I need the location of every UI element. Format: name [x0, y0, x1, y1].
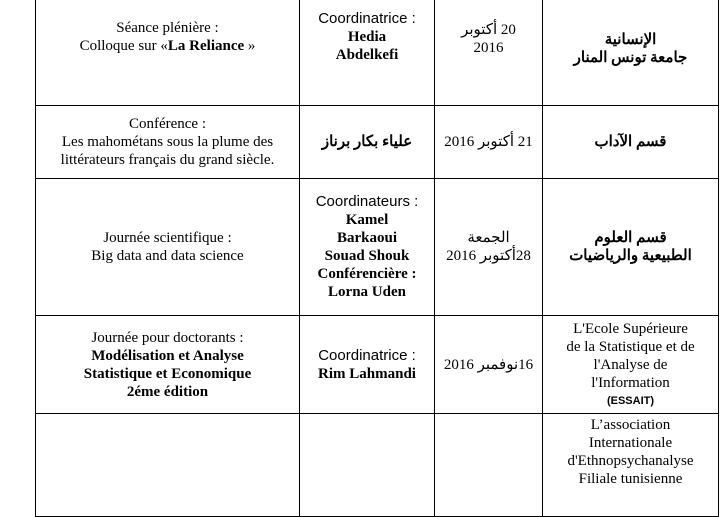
coordinator-name: Abdelkefi — [335, 47, 399, 63]
event-title-line — [39, 37, 296, 55]
institution-cell — [543, 0, 719, 106]
event-title: Statistique et Economique — [83, 365, 252, 382]
coordinator-label: Coordinatrice : — [318, 10, 416, 27]
table-row — [36, 0, 719, 106]
event-type: Séance plénière : — [116, 20, 219, 36]
coordinator-label: Coordinatrice : — [318, 346, 416, 364]
date-text: 20 أكتوبر — [461, 22, 516, 38]
institution-line: L'Ecole Supérieure — [573, 320, 688, 337]
table-row — [36, 414, 719, 517]
event-cell — [36, 316, 300, 414]
institution-line: جامعة تونس المنار — [573, 50, 688, 66]
event-cell — [36, 0, 300, 106]
event-title: Les mahométans sous la plume des — [61, 134, 274, 150]
institution-acronym: (ESSAIT) — [606, 394, 655, 407]
date-cell — [435, 106, 543, 179]
coordinator-label: Coordinateurs : — [315, 193, 419, 210]
coordinator-name: Souad Shouk — [324, 248, 410, 264]
event-title: Big data and data science — [91, 248, 244, 264]
coordinator-cell — [300, 414, 435, 517]
institution-line: de la Statistique et de — [566, 338, 695, 355]
coordinator-name: Rim Lahmandi — [318, 365, 416, 382]
date-text: 21 أكتوبر 2016 — [444, 134, 533, 150]
event-cell — [36, 106, 300, 179]
event-title-suffix: » — [244, 38, 256, 54]
event-edition: 2éme édition — [126, 383, 209, 400]
events-table — [35, 0, 719, 517]
institution-cell — [543, 414, 719, 517]
institution-cell — [543, 179, 719, 316]
event-title: littérateurs français du grand siècle. — [60, 152, 275, 168]
event-cell — [36, 179, 300, 316]
coordinator-name: Barkaoui — [336, 230, 397, 246]
institution-line: Filiale tunisienne — [578, 471, 683, 487]
date-cell — [435, 316, 543, 414]
speaker-name: Lorna Uden — [328, 284, 406, 300]
institution-cell — [543, 106, 719, 179]
institution-line: l'Information — [591, 374, 670, 391]
institution-line: قسم الآداب — [594, 134, 667, 150]
institution-cell — [543, 316, 719, 414]
event-type: Conférence : — [128, 116, 207, 132]
coordinator-cell — [300, 0, 435, 106]
date-day: الجمعة — [467, 230, 510, 246]
event-title: Modélisation et Analyse — [91, 347, 244, 364]
institution-line: L’association — [590, 417, 671, 433]
institution-line: d'Ethnopsychanalyse — [567, 453, 694, 469]
coordinator-name: علياء بكار برناز — [321, 134, 413, 150]
date-text: 16نوفمبر 2016 — [443, 356, 534, 373]
event-type: Journée scientifique : — [103, 230, 232, 246]
date-cell — [435, 179, 543, 316]
table-row — [36, 106, 719, 179]
date-cell — [435, 414, 543, 517]
event-cell — [36, 414, 300, 517]
coordinator-cell — [300, 316, 435, 414]
date-cell — [435, 0, 543, 106]
coordinator-cell — [300, 106, 435, 179]
event-title-bold: La Reliance — [167, 38, 245, 54]
table-row — [36, 179, 719, 316]
institution-line: قسم العلوم — [594, 230, 667, 246]
institution-line: الإنسانية — [604, 32, 657, 48]
table-row — [36, 316, 719, 414]
institution-line: Internationale — [588, 435, 673, 451]
date-year: 2016 — [473, 40, 504, 56]
coordinator-cell — [300, 179, 435, 316]
institution-line: الطبيعية والرياضيات — [569, 248, 692, 264]
event-type: Journée pour doctorants : — [91, 329, 244, 346]
date-text: 28أكتوبر 2016 — [446, 248, 531, 264]
institution-line: l'Analyse de — [593, 356, 668, 373]
speaker-label: Conférencière : — [317, 266, 417, 282]
coordinator-name: Kamel — [345, 212, 389, 228]
coordinator-name: Hedia — [347, 29, 387, 45]
event-title-prefix: Colloque sur « — [79, 38, 168, 54]
